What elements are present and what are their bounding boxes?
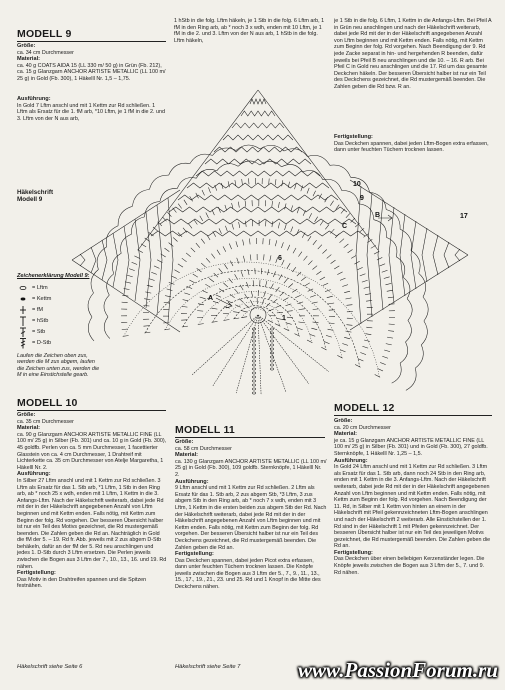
legend: [17, 273, 101, 379]
chart-label-a: A: [208, 295, 214, 302]
legend-note: Laufen die Zeichen oben zus, werden die M zus abgem, laufen die Zeichen unten zus, werden die M in eine Einstichstelle gearb.: [17, 352, 100, 379]
modell11-ausfuehrung-label: Ausführung:: [175, 478, 209, 485]
modell10-ausfuehrung-label: Ausführung:: [17, 471, 51, 478]
modell12-ausfuehrung: In Gold 24 Lftm anschl und mit 1 Kettm zur Rd schließen. 3 Lftm als Ersatz für das 1. Stb arb, dann noch 24 Stb in den Ring arb, enden mit 1 Kettm in die 3. Anfangs-Lftm. Nach der Häkelschrift weiterarb, dabei jede Rd mit der in der Häkelschrift angegebenen Anzahl von Lftm beginnen und mit Kettm enden. Falls nötig, mit Kettm zum Beginn der folg. Rd vorgehen. Nach Beendigung der 11. Rd, in Silber mit 1 Kettm von hinten an einem in der Häkelschrift mit Pfeil gekennzeichneten Lftm-Bogen anschlingen und nach der Häkelschrift 2 weiterarb. Alle Einstichstellen der 1. Rd sind in der Häkelschrift 1 mit Pfeilen gekennzeichnet. Der besseren Übersicht halber ist nur ein Teil des jeweiligen Motivs gezeichnet, die Rd mustergemäß beenden. Die Zahlen geben die Rd an.: [334, 464, 491, 550]
modell11-ausfuehrung: 9 Lftm anschl und mit 1 Kettm zur Rd schließen. 2 Lftm als Ersatz für das 1. Stb arb, 2 zus abgem Stb, *3 Lftm, 3 zus abgem Stb in den Ring arb, ab * noch 7 x wdh, enden mit 3 Lftm, 1 Kettm in die ersten beiden zus abgem Stb der Rd. Nach der Häkelschrift weiterarb, dabei jede Rd mit der in der Häkelschrift angegebenen Anzahl von Lftm beginnen und mit Kettm enden. Falls nötig, mit Kettm zum Beginn der folg. Rd vorgehen. Der besseren Übersicht halber ist nur ein Teil des Deckchens gezeichnet, die Rd mustergemäß beenden. Die Zahlen geben die Rd an.: [175, 485, 327, 551]
modell11-groesse-label: Größe:: [175, 439, 194, 445]
chart-caption: [17, 190, 97, 203]
dstb-symbol-icon: [17, 338, 29, 349]
chart-label-9: 9: [360, 195, 364, 202]
legend-item-stb: [17, 327, 101, 338]
chart-label-1: 1: [282, 315, 286, 322]
modell10-text-block: [17, 412, 167, 590]
modell12-ausfuehrung-label: Ausführung:: [334, 457, 368, 464]
legend-item-label: = Kettm: [32, 296, 52, 303]
modell11-material-label: Material:: [175, 452, 199, 459]
modell9-title: MODELL 9: [17, 28, 166, 42]
legend-title: Zeichenerklärung Modell 9:: [17, 273, 90, 279]
chart-caption-line1: Häkelschrift: [17, 189, 54, 196]
modell10-title: MODELL 10: [17, 397, 166, 411]
chart-label-b: B: [375, 212, 381, 219]
modell9-groesse-label: Größe:: [17, 43, 36, 49]
modell10-material: ca. 90 g Glanzgarn ANCHOR ARTISTE METALLIC FINE (LL 100 m/ 25 g) in Silber (Fb. 301) und ca. 10 g in Gold (Fb. 300), 45 goldfb. Perlen von ca. 5 mm Durchmesser, 1 facettierter Glasstein von ca. 4 cm Durchmesser, 1 Drahtreif mit Lichterkette ca. 35 cm Durchmesser von Atelje Margaretha, 1 Häkelll Nr. 2.: [17, 431, 167, 471]
modell12-title: MODELL 12: [334, 402, 492, 416]
chart-label-6: 6: [278, 255, 282, 262]
legend-item-kettm: [17, 294, 101, 305]
legend-item-label: = Lftm: [32, 285, 48, 292]
chart-label-10: 10: [353, 181, 361, 188]
legend-item-fm: [17, 305, 101, 316]
modell12-text-block: [334, 418, 492, 576]
legend-item-hstb: [17, 316, 101, 327]
modell9-material-label: Material:: [17, 56, 41, 63]
chart-label-c: C: [342, 223, 348, 230]
modell11-fertig: Das Deckchen spannen, dabei jeden Picot extra erfassen, dann unter feuchten Tüchern trocknen lassen. Die Knöpfe jeweils zwischen die Bogen aus 3 Lftm der 5., 7., 9., 11., 13., 15., 17., 19., 21., 23. und 25. Rd und 1 Knopf in die Mitte des Deckchens nähen.: [175, 557, 321, 591]
modell11-text-block: [175, 439, 327, 591]
modell9-groesse: ca. 34 cm Durchmesser: [17, 49, 74, 56]
modell10-material-label: Material:: [17, 425, 41, 432]
modell10-fertig: Das Motiv in den Drahtreifen spannen und die Spitzen festnähen.: [17, 576, 147, 590]
modell10-fertig-label: Fertigstellung:: [17, 570, 56, 577]
modell12-material-label: Material:: [334, 431, 358, 438]
modell9-ausfuehrung-label: Ausführung:: [17, 96, 51, 102]
modell10-groesse-label: Größe:: [17, 412, 36, 418]
modell12-groesse: ca. 20 cm Durchmesser: [334, 424, 391, 431]
modell10-groesse: ca. 35 cm Durchmesser: [17, 418, 74, 425]
chart-caption-line2: Modell 9: [17, 195, 43, 203]
modell9-ausfuehrung-cont-a: 1 hStb in die folg. Lftm häkeln, je 1 Stb in die folg. 6 Lftm arb, 1 fM in den Ring arb, ab * noch 3 x wdh, enden mit 10 Lftm, je 1 fM in die 2. und 3. Lftm von der N aus arb, 1 hStb in die folg. Lftm häkeln,: [174, 18, 325, 44]
kettm-symbol-icon: [17, 294, 29, 305]
legend-item-label: = D-Stb: [32, 340, 52, 347]
modell12-material: je ca. 15 g Glanzgarn ANCHOR ARTISTE METALLIC FINE (LL 100 m/ 25 g) in Silber (Fb. 301) und in Gold (Fb. 300), 27 goldfb. Sternknöpfe, 1 Häkelll Nr. 1,25 – 1,5.: [334, 437, 488, 457]
legend-item-label: = Stb: [32, 329, 46, 336]
modell12-groesse-label: Größe:: [334, 418, 353, 424]
modell12-fertig: Das Deckchen über einen beliebigen Kerzenständer legen. Die Knöpfe jeweils zwischen die Bogen aus 3 Lftm der 5., 7. und 9. Rd nähen.: [334, 556, 485, 576]
modell11-material: ca. 130 g Glanzgarn ANCHOR ARTISTE METALLIC (LL 100 m/ 25 g) in Gold (Fb. 300), 109 goldfb. Sternknöpfe, 1 Häkelll Nr. 2.: [175, 458, 327, 478]
modell9-fertig: Das Deckchen spannen, dabei jeden Lftm-Bogen extra erfassen, dann unter feuchten Tüchern trocknen lassen.: [334, 140, 489, 154]
chart-label-17: 17: [460, 213, 468, 220]
modell11-title: MODELL 11: [175, 424, 325, 438]
modell9-material: ca. 40 g COATS AIDA 15 (LL 330 m/ 50 g) in Grün (Fb. 212), ca. 15 g Glanzgarn ANCHOR ARTISTE METALLIC (LL 100 m/ 25 g) in Gold (Fb. 300), 1 Häkelll Nr. 1,5 – 1,75.: [17, 62, 166, 82]
modell11-fertig-label: Fertigstellung:: [175, 551, 214, 558]
modell9-ausfuehrung-start: In Gold 7 Lftm anschl und mit 1 Kettm zur Rd schließen. 1 Lftm als Ersatz für die 1. fM arb, *10 Lftm, je 1 fM in die 2. und 3. Lftm von der N aus arb,: [17, 102, 166, 122]
modell12-fertig-label: Fertigstellung:: [334, 549, 373, 556]
stb-symbol-icon: [17, 327, 29, 338]
watermark: www.PassionForum.ru: [298, 658, 498, 682]
modell11-footer: Häkelschrift siehe Seite 7: [175, 664, 241, 670]
legend-item-dstb: [17, 338, 101, 349]
legend-item-label: = fM: [32, 307, 44, 314]
modell9-fertig-label: Fertigstellung:: [334, 134, 373, 140]
modell11-groesse: ca. 58 cm Durchmesser: [175, 445, 232, 452]
legend-item-label: = hStb: [32, 318, 49, 325]
legend-item-lftm: [17, 283, 101, 294]
fm-symbol-icon: [17, 305, 29, 316]
lftm-symbol-icon: [17, 283, 29, 294]
hstb-symbol-icon: [17, 316, 29, 327]
modell9-ausfuehrung-cont-b: je 1 Stb in die folg. 6 Lftm, 1 Kettm in die Anfangs-Lftm. Bei Pfeil A in Grün neu anschlingen und nach der Häkelschrift weiterarb, dabei jede Rd mit der in der Häkelschrift angegebenen Anzahl von Lftm beginnen und mit Kettm enden. Falls nötig, mit Kettm zum Beginn der folg. Rd vorgehen. Nach Beendigung der 9. Rd jede Zacke separat in hin- und hergehenden R beenden, dafür jeweils bei Pfeil B neu anschlingen und die 10. – 16. R arb. Bei Pfeil C in Gold neu anschlingen und die 17. Rd um das gesamte Deckchen häkeln. Der besseren Übersicht halber ist nur ein Teil des Deckchens gezeichnet, die Rd mustergemäß beenden. Die Zahlen geben die Rd bzw. R an.: [334, 18, 492, 90]
modell10-footer: Häkelschrift siehe Seite 6: [17, 664, 83, 670]
modell10-ausfuehrung: In Silber 27 Lftm anschl und mit 1 Kettm zur Rd schließen. 3 Lftm als Ersatz für das 1. Stb arb, *1 Lftm, 1 Stb in den Ring arb, ab * noch 25 x wdh, enden mit 1 Lftm, 1 Kettm in die 3. Anfangs-Lftm. Nach der Häkelschrift weiterarb, dabei jede Rd mit der in der Häkelschrift angegebenen Anzahl von Lftm beginnen und mit Kettm enden. Falls nötig, mit Kettm zum Beginn der folg. Rd vorgehen. Der besseren Übersicht halber ist nur ein Teil des Motivs gezeichnet, die Rd mustergemäß beenden. Die Zahlen geben die Rd an. Nachträglich in Gold die fM der 5. – 19. Rd fr. Abb. jeweils mit 2 zus abgem D-Stb behäkeln, dafür an der fM der 5. Rd neu anschlingen und jedes 1. D-Stb durch 3 Lftm ersetzen. Die Perlen jeweils zwischen die Bogen aus 3 Lftm der 7., 10., 13., 16. und 19. Rd nähen.: [17, 477, 167, 570]
